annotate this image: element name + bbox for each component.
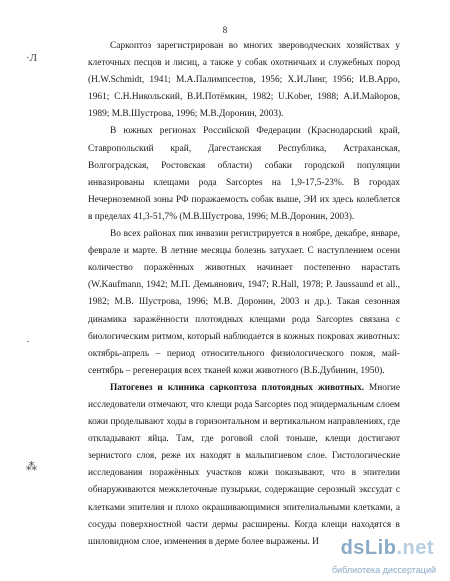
watermark-logo (318, 537, 438, 575)
paragraph (88, 380, 400, 551)
paragraph-text: В южных регионах Российской Федерации (Краснодарский край, Ставропольский край, Дагестанская Республика, Астраханская, Волгоградская, Ростовская области) собаки городской популяции инвазированы клещами рода Sarcoptes на 1,9-17,5-23%. В городах Нечерноземной зоны РФ поражаемость собак выше, ЭИ их здесь колеблется в пределах 41,3-51,7% (М.В.Шустрова, 1996; М.В.Доронин, 2003). (88, 126, 400, 222)
watermark-brand-main: dsLib (340, 537, 397, 559)
paragraph-text: Во всех районах пик инвазии регистрируется в ноябре, декабре, январе, феврале и марте. В летние месяцы болезнь затухает. С наступлением осени количество поражённых животных начинает постепенно нарастать (W.Kaufmann, 1942; М.П. Демьянович, 1947; R.Hall, 1978; P. Jaussaund et all., 1982; М.В. Шустрова, 1996; М.В. Доронин, 2003 и др.). Такая сезонная динамика заражённости плотоядных клещами рода Sarcoptes связана с биологическим ритмом, который наблюдается в кожных покровах животных: октябрь-апрель – период относительного физиологического покоя, май-сентябрь – регенерация всех тканей кожи животного (В.Б.Дубинин, 1950). (88, 229, 400, 376)
margin-scribble: ·Л (26, 52, 38, 64)
paragraph-text: Многие исследователи отмечают, что клещи рода Sarcoptes под эпидермальным слоем кожи проделывают ходы в горизонтальном и вертикальном направлениях, где откладывают яйца. Там, где роговой слой тоньше, клещи достигают зернистого слоя, реже их находят в мальпигиевом слое. Гистологические исследования поражённых участков кожи показывают, что в эпителии обнаруживаются межклеточные пузырьки, содержащие серозный экссудат с клетками эпителия и плохо окрашивающимися эпителиальными клетками, а сосуды поверхностной части дермы расширены. Когда клещи находятся в шиловидном слое, изменения в дерме более выражены. И (88, 382, 400, 547)
page-number: 8 (222, 25, 228, 35)
watermark-brand-domain: .net (396, 537, 434, 559)
paragraph (88, 123, 400, 226)
section-heading: Патогенез и клиника саркоптоза плотоядных животных. (110, 382, 365, 393)
watermark-brand (341, 537, 434, 560)
document-body (88, 38, 400, 551)
margin-scribble: · (26, 336, 30, 348)
paragraph (88, 38, 400, 123)
watermark-subtitle: библиотека диссертаций (331, 565, 436, 575)
margin-scribble: ⁂ (26, 461, 37, 473)
paragraph-text: Саркоптоз зарегистрирован во многих звероводческих хозяйствах у клеточных песцов и лисиц, а также у собак охотничьих и служебных пород (H.W.Schmidt, 1941; М.А.Палимпсестов, 1956; Х.И.Линг, 1956; И.В.Арро, 1961; С.Н.Никольский, В.И.Потёмкин, 1982; U.Kober, 1988; А.И.Майоров, 1989; М.В.Шустрова, 1996; М.В.Доронин, 2003). (88, 41, 400, 120)
paragraph (88, 226, 400, 380)
